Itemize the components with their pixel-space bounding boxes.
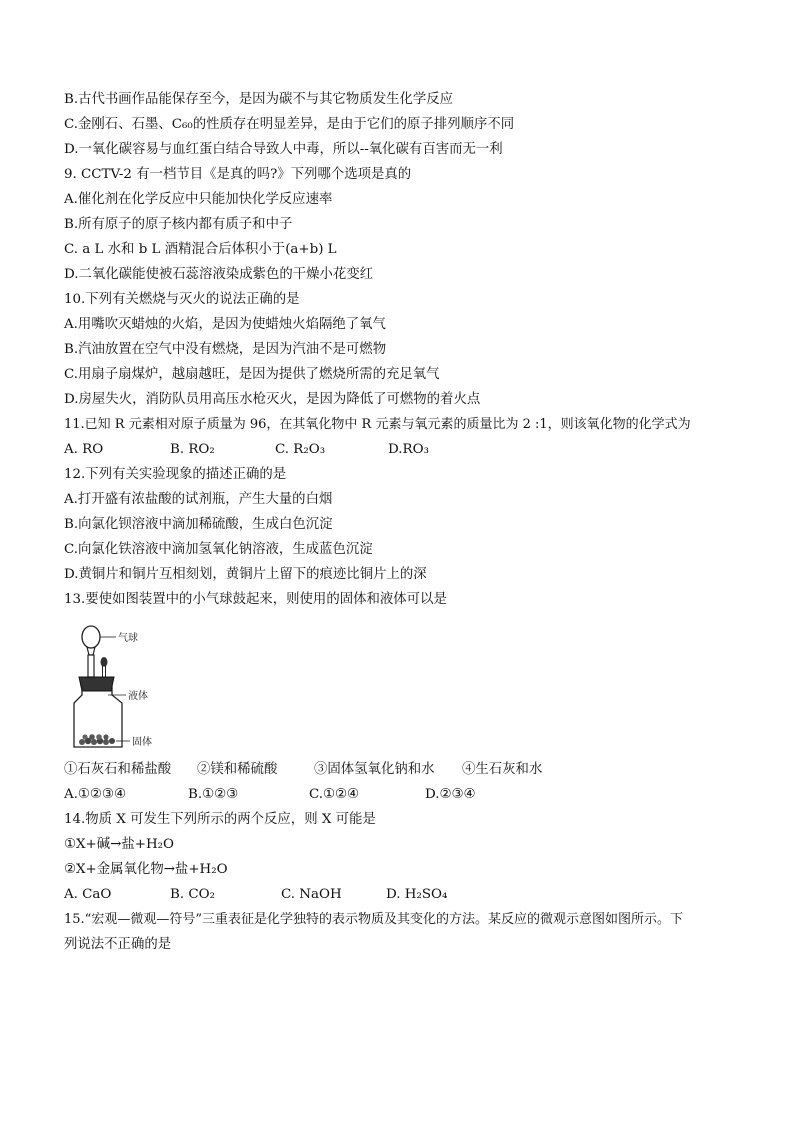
q14-option-d: D. H₂SO₄ <box>386 887 448 902</box>
q13-pair-2: ②镁和稀硫酸 <box>197 762 278 777</box>
q12-stem: 12.下列有关实验现象的描述正确的是 <box>64 467 287 482</box>
q15-stem-line-2: 列说法不正确的是 <box>64 937 172 952</box>
q9-option-b: B.所有原子的原子核内都有质子和中子 <box>64 217 293 232</box>
rubber-stopper <box>79 677 114 691</box>
q9-option-d: D.二氧化碳能使被石蕊溶液染成紫色的干燥小花变红 <box>64 267 374 282</box>
q12-option-a: A.打开盛有浓盐酸的试剂瓶，产生大量的白烟 <box>64 492 333 507</box>
q14-option-b: B. CO₂ <box>170 887 215 902</box>
q10-option-b: B.汽油放置在空气中没有燃烧，是因为汽油不是可燃物 <box>64 342 387 357</box>
q8-option-c: C.金刚石、石墨、C₆₀的性质存在明显差异，是由于它们的原子排列顺序不同 <box>64 117 515 132</box>
q11-option-c: C. R₂O₃ <box>275 442 326 457</box>
q14-stem: 14.物质 X 可发生下列所示的两个反应，则 X 可能是 <box>64 812 376 827</box>
q13-option-a: A.①②③④ <box>64 787 126 802</box>
liquid-label: 液体 <box>128 691 148 702</box>
q13-pair-1: ①石灰石和稀盐酸 <box>64 762 172 777</box>
q13-pair-3: ③固体氢氧化钠和水 <box>314 762 435 777</box>
solid-granules <box>79 734 115 745</box>
q11-option-a: A. RO <box>64 442 104 457</box>
q13-option-d: D.②③④ <box>425 787 476 802</box>
q14-reaction-2: ②X+金属氧化物→盐+H₂O <box>64 862 228 877</box>
q13-option-b: B.①②③ <box>188 787 239 802</box>
q12-option-d: D.黄铜片和铜片互相刻划，黄铜片上留下的痕迹比铜片上的深 <box>64 567 427 582</box>
q10-stem: 10.下列有关燃烧与灭火的说法正确的是 <box>64 292 300 307</box>
q10-option-a: A.用嘴吹灭蜡烛的火焰，是因为使蜡烛火焰隔绝了氧气 <box>64 317 386 332</box>
q14-option-a: A. CaO <box>64 887 112 902</box>
q11-option-d: D.RO₃ <box>388 442 429 457</box>
q13-stem: 13.要使如图装置中的小气球鼓起来，则使用的固体和液体可以是 <box>64 592 447 607</box>
q12-option-c: C.向氯化铁溶液中滴加氢氧化钠溶液，生成蓝色沉淀 <box>64 542 373 557</box>
q13-pair-4: ④生石灰和水 <box>462 762 543 777</box>
q14-option-c: C. NaOH <box>281 887 342 902</box>
q10-option-c: C.用扇子扇煤炉，越扇越旺，是因为提供了燃烧所需的充足氧气 <box>64 367 440 382</box>
solid-label: 固体 <box>132 737 152 748</box>
balloon-label: 气球 <box>118 633 138 644</box>
balloon-shape <box>82 626 100 648</box>
q9-option-a: A.催化剂在化学反应中只能加快化学反应速率 <box>64 192 333 207</box>
q11-stem: 11.已知 R 元素相对原子质量为 96，在其氧化物中 R 元素与氧元素的质量比为 2 :1，则该氧化物的化学式为 <box>64 417 691 432</box>
q9-option-c: C. a L 水和 b L 酒精混合后体积小于(a+b) L <box>64 242 337 257</box>
q13-option-c: C.①②④ <box>309 787 360 802</box>
q12-option-b: B.向氯化钡溶液中滴加稀硫酸，生成白色沉淀 <box>64 517 333 532</box>
q14-reaction-1: ①X+碱→盐+H₂O <box>64 837 175 852</box>
q8-option-b: B.古代书画作品能保存至今，是因为碳不与其它物质发生化学反应 <box>64 92 454 107</box>
q9-stem: 9. CCTV-2 有一档节目《是真的吗?》下列哪个选项是真的 <box>64 167 412 182</box>
q10-option-d: D.房屋失火，消防队员用高压水枪灭火，是因为降低了可燃物的着火点 <box>64 392 481 407</box>
balloon-apparatus-figure <box>64 615 164 750</box>
q11-option-b: B. RO₂ <box>170 442 215 457</box>
q15-stem-line-1: 15.“宏观—微观—符号”三重表征是化学独特的表示物质及其变化的方法。某反应的微观示意图如图所示。下 <box>64 912 683 927</box>
q8-option-d: D.一氧化碳容易与血红蛋白结合导致人中毒，所以--氧化碳有百害而无一利 <box>64 142 503 157</box>
